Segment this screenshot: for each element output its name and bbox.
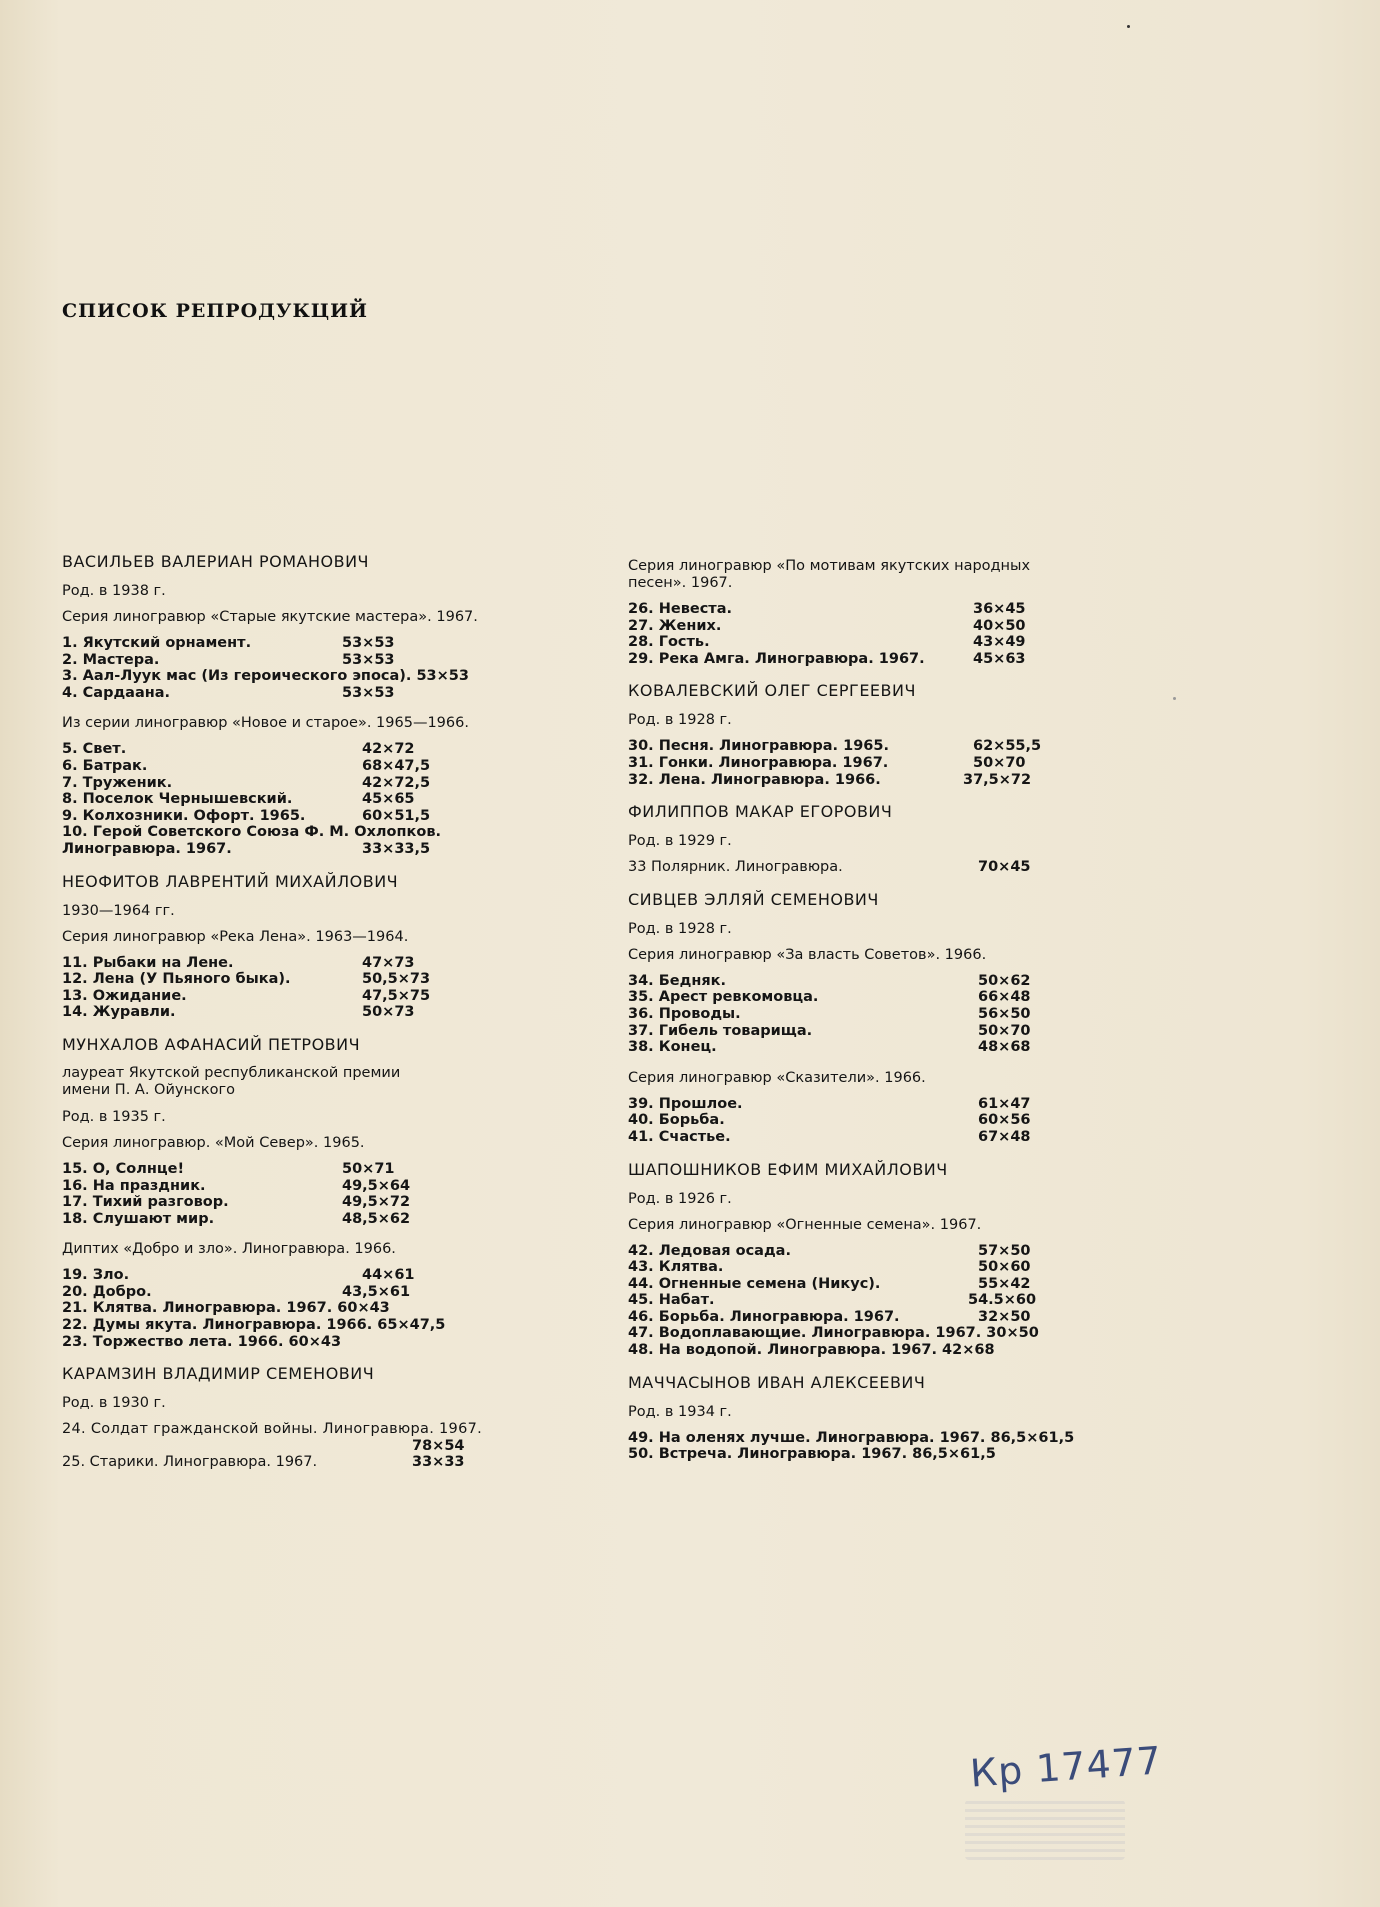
series-title: Серия линогравюр «Огненные семена». 1967. [628,1216,982,1233]
work-item: 7. Труженик. 42×72,5 [62,774,431,791]
work-item: 25. Старики. Линогравюра. 1967. 33×33 [62,1454,465,1471]
work-item: 16. На праздник. 49,5×64 [62,1177,411,1194]
works-list [62,741,602,857]
series-title-line: Серия линогравюр «По мотивам якутских народных [628,558,1031,574]
artist-name: КАРАМЗИН ВЛАДИМИР СЕМЕНОВИЧ [62,1364,375,1384]
series-title: Диптих «Добро и зло». Линогравюра. 1966. [62,1241,396,1258]
work-item: 8. Поселок Чернышевский. 45×65 [62,791,415,808]
work-item: 78×54 [412,1437,465,1454]
work-item: 39. Прошлое. 61×47 [628,1095,1031,1112]
artist-born: Род. в 1938 г. [62,583,166,599]
award-line: лауреат Якутской республиканской премии [62,1064,401,1081]
artist-name: ФИЛИППОВ МАКАР ЕГОРОВИЧ [628,802,893,822]
artist-name: НЕОФИТОВ ЛАВРЕНТИЙ МИХАЙЛОВИЧ [62,871,399,891]
work-item: 4. Сардаана. 53×53 [62,684,395,701]
works-list [628,1096,1188,1146]
work-item: 33 Полярник. Линогравюра. 70×45 [628,859,1031,876]
works-list [628,1430,1188,1463]
work-item: 42. Ледовая осада. 57×50 [628,1242,1031,1259]
works-list [628,973,1188,1056]
series-title: Серия линогравюр «Река Лена». 1963—1964. [62,928,409,945]
work-item: 11. Рыбаки на Лене. 47×73 [62,954,415,971]
work-item: 35. Арест ревкомовца. 66×48 [628,989,1031,1006]
work-item: 3. Аал-Луук мас (Из героического эпоса). 53×53 [62,668,469,685]
series-title: Серия линогравюр «Сказители». 1966. [628,1069,926,1086]
work-item: 37. Гибель товарища. 50×70 [628,1022,1031,1039]
work-item: 27. Жених. 40×50 [628,617,1026,634]
artist-name: МУНХАЛОВ АФАНАСИЙ ПЕТРОВИЧ [62,1034,361,1054]
work-item: 40. Борьба. 60×56 [628,1112,1031,1129]
left-column [62,552,602,1485]
artist-born: Род. в 1934 г. [628,1403,732,1420]
works-list [628,1243,1188,1359]
works-list [62,1421,602,1471]
work-item: 6. Батрак. 68×47,5 [62,757,431,774]
work-item: 5. Свет. 42×72 [62,741,415,758]
works-list [628,601,1188,667]
work-item: 1. Якутский орнамент. 53×53 [62,635,395,651]
artist-name: КОВАЛЕВСКИЙ ОЛЕГ СЕРГЕЕВИЧ [628,681,916,701]
works-list [62,1267,602,1350]
work-item: 28. Гость. 43×49 [628,634,1026,651]
works-list [62,635,602,701]
works-list [62,955,602,1021]
work-item: 36. Проводы. 56×50 [628,1005,1031,1022]
series-title: Из серии линогравюр «Новое и старое». 1965—1966. [62,715,469,732]
work-item: 12. Лена (У Пьяного быка). 50,5×73 [62,971,431,988]
artist-name: ШАПОШНИКОВ ЕФИМ МИХАЙЛОВИЧ [628,1159,948,1179]
work-item: 18. Слушают мир. 48,5×62 [62,1210,411,1227]
works-list [628,859,1188,876]
right-column [628,558,1188,1477]
artist-name: МАЧЧАСЫНОВ ИВАН АЛЕКСЕЕВИЧ [628,1372,926,1392]
artist-award [62,1065,602,1099]
work-item: 14. Журавли. 50×73 [62,1004,415,1021]
work-item: 43. Клятва. 50×60 [628,1259,1031,1276]
work-item: 30. Песня. Линогравюра. 1965. 62×55,5 [628,738,1042,755]
artist-born: Род. в 1926 г. [628,1190,732,1207]
artist-name: СИВЦЕВ ЭЛЛЯЙ СЕМЕНОВИЧ [628,889,879,909]
handwritten-inventory-number: Кр 17477 [968,1738,1164,1796]
work-item: 44. Огненные семена (Никус). 55×42 [628,1275,1031,1292]
work-item: 48. На водопой. Линогравюра. 1967. 42×68 [628,1342,995,1359]
faded-library-stamp [965,1800,1125,1860]
work-item: 41. Счастье. 67×48 [628,1128,1031,1145]
award-line: имени П. А. Ойунского [62,1081,236,1098]
series-title: Серия линогравюр. «Мой Север». 1965. [62,1134,365,1151]
work-item: 24. Солдат гражданской войны. Линогравюра. 1967. [62,1421,483,1438]
work-item: 49. На оленях лучше. Линогравюра. 1967. 86,5×61,5 [628,1429,1075,1446]
work-item: 10. Герой Советского Союза Ф. М. Охлопков. [62,824,442,841]
page-title: СПИСОК РЕПРОДУКЦИЙ [62,300,368,322]
work-item: 29. Река Амга. Линогравюра. 1967. 45×63 [628,650,1026,667]
work-item: 21. Клятва. Линогравюра. 1967. 60×43 [62,1300,390,1317]
speck [1127,25,1130,28]
works-list [62,1161,602,1227]
work-item: 46. Борьба. Линогравюра. 1967. 32×50 [628,1308,1031,1325]
work-item: 23. Торжество лета. 1966. 60×43 [62,1333,342,1350]
work-item: 2. Мастера. 53×53 [62,651,395,668]
artist-born: Род. в 1935 г. [62,1108,166,1125]
work-item: 20. Добро. 43,5×61 [62,1283,411,1300]
work-item: 32. Лена. Линогравюра. 1966. 37,5×72 [628,771,1032,788]
work-item: 38. Конец. 48×68 [628,1039,1031,1056]
works-list [628,738,1188,788]
work-item: 22. Думы якута. Линогравюра. 1966. 65×47,5 [62,1317,446,1334]
work-item: 47. Водоплавающие. Линогравюра. 1967. 30×50 [628,1325,1039,1342]
artist-born: Род. в 1928 г. [628,712,732,729]
work-item: 19. Зло. 44×61 [62,1267,415,1284]
work-item: Линогравюра. 1967. 33×33,5 [62,840,431,857]
work-item: 13. Ожидание. 47,5×75 [62,987,431,1004]
work-item: 50. Встреча. Линогравюра. 1967. 86,5×61,5 [628,1446,996,1463]
work-item: 34. Бедняк. 50×62 [628,972,1031,989]
artist-born: 1930—1964 гг. [62,902,175,919]
artist-born: Род. в 1930 г. [62,1395,166,1412]
work-item: 45. Набат. 54.5×60 [628,1292,1037,1309]
series-title-line: песен». 1967. [628,575,733,591]
artist-name: ВАСИЛЬЕВ ВАЛЕРИАН РОМАНОВИЧ [62,552,370,571]
series-title: Серия линогравюр «За власть Советов». 1966. [628,946,987,963]
work-item: 17. Тихий разговор. 49,5×72 [62,1194,411,1211]
work-item: 31. Гонки. Линогравюра. 1967. 50×70 [628,754,1026,771]
work-item: 26. Невеста. 36×45 [628,601,1026,617]
speck [1173,697,1176,700]
artist-born: Род. в 1929 г. [628,833,732,850]
work-item: 15. О, Солнце! 50×71 [62,1160,395,1177]
work-item: 9. Колхозники. Офорт. 1965. 60×51,5 [62,807,431,824]
artist-born: Род. в 1928 г. [628,920,732,937]
series-title: Серия линогравюр «Старые якутские мастера». 1967. [62,609,478,625]
series-title [628,558,1188,592]
